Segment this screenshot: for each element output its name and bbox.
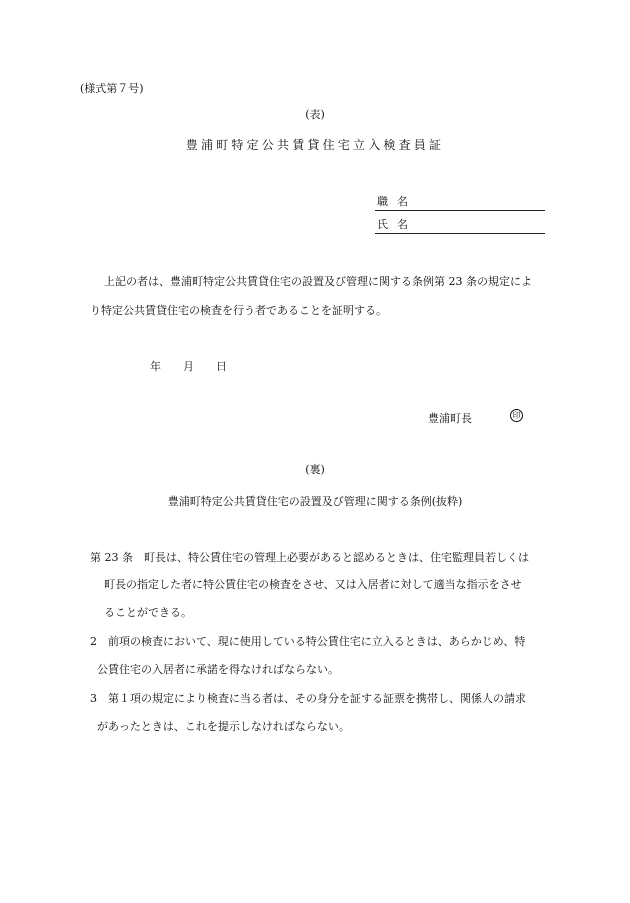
- article-line: 3 第１項の規定により検査に当る者は、その身分を証する証票を携帯し、関係人の請求: [90, 692, 526, 705]
- back-side-label: (裏): [305, 463, 325, 476]
- front-side-label: (表): [305, 108, 325, 121]
- article-line: 2 前項の検査において、現に使用している特公賃住宅に立入るときは、あらかじめ、特: [90, 635, 526, 648]
- article-line: があったときは、これを提示しなければならない。: [97, 720, 350, 733]
- article-line: ることができる。: [104, 606, 192, 619]
- certification-text-line-2: り特定公共賃貸住宅の検査を行う者であることを証明する。: [90, 304, 387, 317]
- date-month: 月: [183, 360, 194, 373]
- issue-date: [150, 358, 249, 374]
- date-day: 日: [216, 360, 227, 373]
- seal-icon: 印: [510, 409, 523, 422]
- name-label: 氏名: [377, 218, 417, 231]
- job-title-field: [375, 194, 545, 211]
- date-year: 年: [150, 360, 161, 373]
- article-line: 町長の指定した者に特公賃住宅の検査をさせ、又は入居者に対して適当な指示をさせ: [104, 578, 522, 591]
- law-excerpt-title: 豊浦町特定公共賃貸住宅の設置及び管理に関する条例(抜粋): [167, 495, 463, 508]
- job-title-label: 職名: [377, 195, 417, 208]
- form-number: (様式第７号): [80, 82, 144, 95]
- issuer-name: 豊浦町長: [428, 412, 472, 425]
- document-title: 豊浦町特定公共賃貸住宅立入検査員証: [185, 138, 445, 152]
- name-field: [375, 217, 545, 234]
- certification-text-line-1: 上記の者は、豊浦町特定公共賃貸住宅の設置及び管理に関する条例第 23 条の規定によ: [104, 275, 532, 288]
- article-line: 公賃住宅の入居者に承諾を得なければならない。: [97, 663, 339, 676]
- article-line: 第 23 条 町長は、特公賃住宅の管理上必要があると認めるときは、住宅監理員若しくは: [90, 551, 529, 564]
